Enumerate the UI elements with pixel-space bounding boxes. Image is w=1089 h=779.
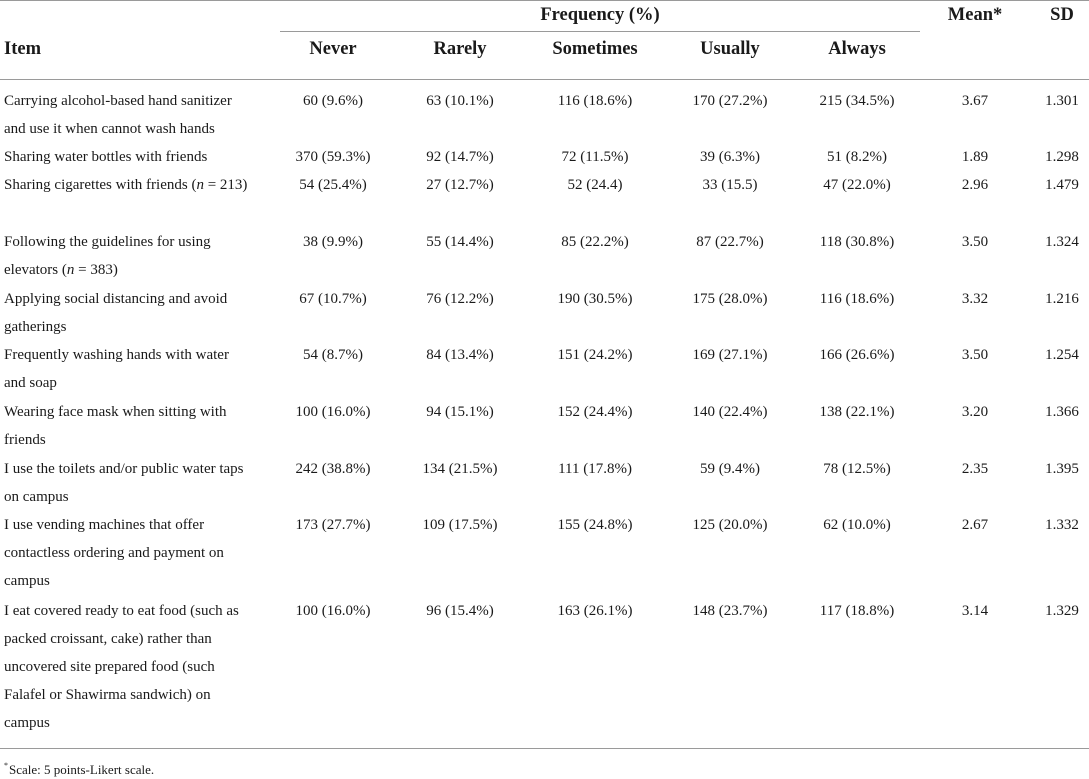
cell-sometimes: 151 (24.2%) xyxy=(557,347,633,363)
cell-rarely: 109 (17.5%) xyxy=(422,517,498,533)
cell-sometimes: 116 (18.6%) xyxy=(557,93,633,109)
cell-rarely: 63 (10.1%) xyxy=(426,93,494,109)
cell-always: 138 (22.1%) xyxy=(819,404,895,420)
cell-never: 38 (9.9%) xyxy=(303,234,363,250)
cell-sd: 1.329 xyxy=(1045,603,1079,619)
cell-sometimes: 152 (24.4%) xyxy=(557,404,633,420)
cell-rarely: 94 (15.1%) xyxy=(426,404,494,420)
row-item: Frequently washing hands with water and soap xyxy=(4,347,229,391)
cell-mean: 3.14 xyxy=(961,603,989,619)
cell-sd: 1.254 xyxy=(1045,347,1079,363)
cell-always: 166 (26.6%) xyxy=(819,347,895,363)
cell-usually: 169 (27.1%) xyxy=(692,347,768,363)
cell-sd: 1.298 xyxy=(1045,149,1079,165)
cell-never: 370 (59.3%) xyxy=(295,149,371,165)
cell-never: 67 (10.7%) xyxy=(299,291,367,307)
cell-sd: 1.216 xyxy=(1045,291,1079,307)
cell-rarely: 76 (12.2%) xyxy=(426,291,494,307)
cell-always: 51 (8.2%) xyxy=(827,149,887,165)
cell-never: 173 (27.7%) xyxy=(295,517,371,533)
cell-always: 215 (34.5%) xyxy=(819,93,895,109)
row-item: I eat covered ready to eat food (such as packed croissant, cake) rather than uncovered site prepared food (such Falafel or Shawirma sandwich) on campus xyxy=(4,603,239,731)
cell-rarely: 134 (21.5%) xyxy=(422,461,498,477)
cell-usually: 170 (27.2%) xyxy=(692,93,768,109)
cell-always: 62 (10.0%) xyxy=(823,517,891,533)
cell-always: 116 (18.6%) xyxy=(819,291,895,307)
cell-usually: 175 (28.0%) xyxy=(692,291,768,307)
cell-never: 100 (16.0%) xyxy=(295,603,371,619)
cell-mean: 2.35 xyxy=(961,461,989,477)
cell-usually: 125 (20.0%) xyxy=(692,517,768,533)
cell-mean: 3.32 xyxy=(961,291,989,307)
item-header: Item xyxy=(4,39,41,59)
cell-sometimes: 190 (30.5%) xyxy=(557,291,633,307)
row-item: Sharing water bottles with friends xyxy=(4,149,208,165)
footnote-text: Scale: 5 points-Likert scale. xyxy=(9,762,155,777)
cell-rarely: 84 (13.4%) xyxy=(426,347,494,363)
table-footnote xyxy=(4,757,154,779)
cell-usually: 148 (23.7%) xyxy=(692,603,768,619)
cell-always: 117 (18.8%) xyxy=(819,603,895,619)
cell-sd: 1.301 xyxy=(1045,93,1079,109)
cell-usually: 33 (15.5) xyxy=(702,177,758,193)
cell-sometimes: 85 (22.2%) xyxy=(561,234,629,250)
always-header: Always xyxy=(828,39,886,59)
cell-always: 47 (22.0%) xyxy=(823,177,891,193)
cell-usually: 140 (22.4%) xyxy=(692,404,768,420)
header-rule xyxy=(0,79,1089,80)
cell-never: 54 (25.4%) xyxy=(299,177,367,193)
footnote-marker: * xyxy=(4,761,8,770)
cell-usually: 59 (9.4%) xyxy=(700,461,760,477)
sd-header: SD xyxy=(1050,5,1074,25)
cell-never: 242 (38.8%) xyxy=(295,461,371,477)
cell-rarely: 92 (14.7%) xyxy=(426,149,494,165)
row-item: Following the guidelines for using elevators (n = 383) xyxy=(4,234,211,278)
cell-sd: 1.366 xyxy=(1045,404,1079,420)
row-item: Applying social distancing and avoid gatherings xyxy=(4,291,228,335)
cell-rarely: 96 (15.4%) xyxy=(426,603,494,619)
cell-sometimes: 72 (11.5%) xyxy=(561,149,629,165)
cell-mean: 2.67 xyxy=(961,517,989,533)
cell-mean: 3.50 xyxy=(961,347,989,363)
cell-sd: 1.324 xyxy=(1045,234,1079,250)
row-item: Sharing cigarettes with friends (n = 213) xyxy=(4,177,248,193)
cell-never: 54 (8.7%) xyxy=(303,347,363,363)
cell-mean: 3.20 xyxy=(961,404,989,420)
cell-sd: 1.332 xyxy=(1045,517,1079,533)
row-item: Carrying alcohol-based hand sanitizer and use it when cannot wash hands xyxy=(4,93,232,137)
frequency-group-header: Frequency (%) xyxy=(540,5,660,25)
cell-sometimes: 52 (24.4) xyxy=(567,177,623,193)
cell-rarely: 55 (14.4%) xyxy=(426,234,494,250)
rarely-header: Rarely xyxy=(433,39,487,59)
cell-always: 118 (30.8%) xyxy=(819,234,895,250)
cell-sometimes: 155 (24.8%) xyxy=(557,517,633,533)
usually-header: Usually xyxy=(700,39,760,59)
cell-sd: 1.395 xyxy=(1045,461,1079,477)
never-header: Never xyxy=(309,39,357,59)
cell-never: 100 (16.0%) xyxy=(295,404,371,420)
cell-usually: 87 (22.7%) xyxy=(696,234,764,250)
cell-mean: 3.67 xyxy=(961,93,989,109)
frequency-group-underline xyxy=(280,31,920,32)
cell-sometimes: 111 (17.8%) xyxy=(558,461,632,477)
row-item: I use vending machines that offer contactless ordering and payment on campus xyxy=(4,517,224,589)
cell-never: 60 (9.6%) xyxy=(303,93,363,109)
row-item: Wearing face mask when sitting with friends xyxy=(4,404,227,448)
table-bottom-rule xyxy=(0,748,1089,749)
row-item: I use the toilets and/or public water taps on campus xyxy=(4,461,244,505)
cell-usually: 39 (6.3%) xyxy=(700,149,760,165)
cell-always: 78 (12.5%) xyxy=(823,461,891,477)
cell-mean: 1.89 xyxy=(961,149,989,165)
cell-mean: 3.50 xyxy=(961,234,989,250)
cell-sometimes: 163 (26.1%) xyxy=(557,603,633,619)
cell-sd: 1.479 xyxy=(1045,177,1079,193)
sometimes-header: Sometimes xyxy=(552,39,638,59)
cell-rarely: 27 (12.7%) xyxy=(426,177,494,193)
mean-header: Mean* xyxy=(947,5,1003,25)
cell-mean: 2.96 xyxy=(961,177,989,193)
table-top-rule xyxy=(0,0,1089,1)
